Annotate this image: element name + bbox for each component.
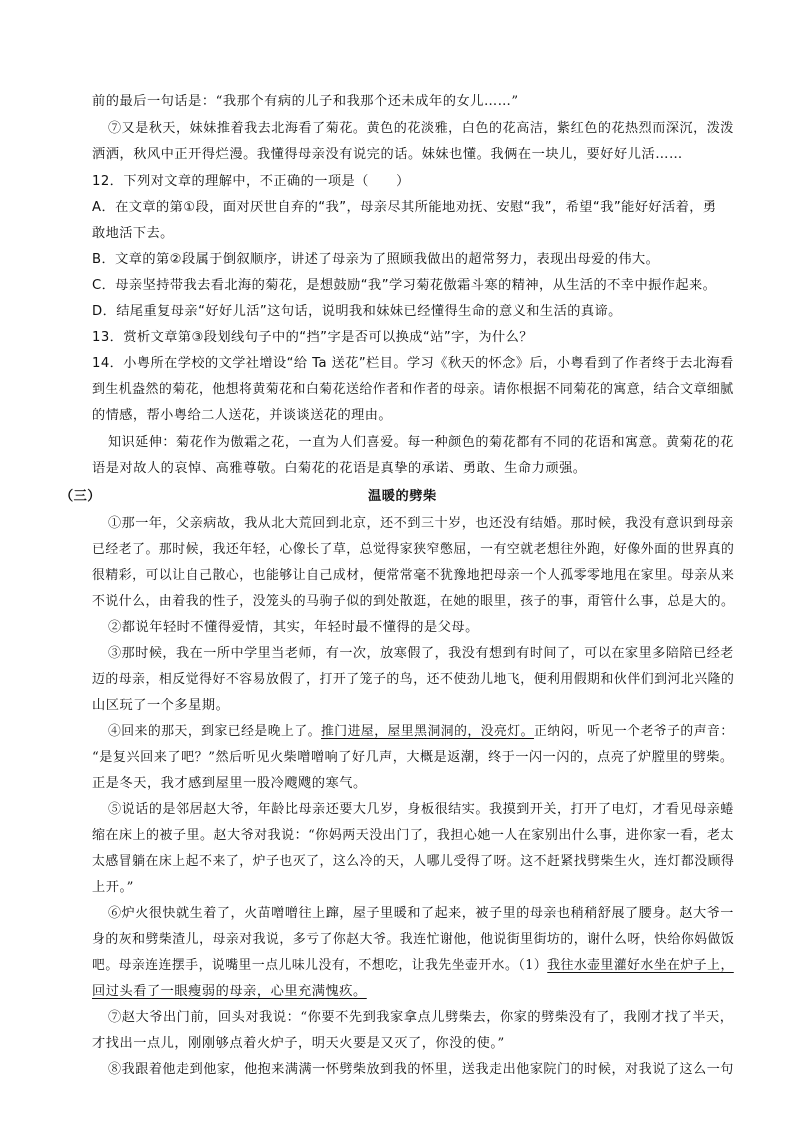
s3-p4-line1: [108, 720, 734, 739]
s3-p1-line3: 很精彩，可以让自己散心，也能够让自己成材，便常常毫不犹豫地把母亲一个人孤零零地甩在家里。母亲从来: [92, 568, 735, 583]
s3-p5-line3: 太感冒躺在床上起不来了，炉子也灭了，这么冷的天，人哪儿受得了呀。这不赶紧找劈柴生火，连灯都没顾得: [92, 854, 735, 869]
knowledge-extension-line2: 语是对故人的哀悼、高雅尊敬。白菊花的花语是真挚的承诺、勇敢、生命力顽强。: [92, 461, 587, 476]
s3-p4-underlined-sentence: 推门进屋，屋里黑洞洞的，没亮灯。: [320, 724, 534, 739]
s3-p5-line2: 缩在床上的被子里。赵大爷对我说：“你妈两天没出门了，我担心她一人在家别出什么事，进你家一看，老太: [92, 828, 734, 843]
question-12-option-c: C．母亲坚持带我去看北海的菊花，是想鼓励“我”学习菊花傲霜斗寒的精神，从生活的不幸中振作起来。: [92, 278, 717, 293]
section-label: （三）: [60, 489, 101, 504]
question-12-option-a-line1: A．在文章的第①段，面对厌世自弃的“我”，母亲尽其所能地劝抚、安慰“我”，希望“我”能好好活着，勇: [92, 200, 717, 215]
s3-p8-line1: ⑧我跟着他走到他家，他抱来满满一怀劈柴放到我的怀里，送我走出他家院门的时候，对我说了这么一句: [108, 1062, 734, 1077]
question-14-line3: 的情感，帮小粤给二人送花，并谈谈送花的理由。: [92, 408, 393, 423]
s3-p6-line4: [92, 980, 367, 999]
s3-p3-line2: 迈的母亲，相反觉得好不容易放假了，打开了笼子的鸟，还不使劲儿地飞，便利用假期和伙伴们到河北兴隆的: [92, 672, 735, 687]
passage-para7-line2: 洒洒，秋风中正开得烂漫。我懂得母亲没有说完的话。妹妹也懂。我俩在一块儿，要好好儿活……: [92, 147, 683, 162]
passage-quote-line: 前的最后一句话是：“我那个有病的儿子和我那个还未成年的女儿……”: [92, 94, 519, 109]
s3-p5-line1: ⑤说话的是邻居赵大爷，年龄比母亲还要大几岁，身板很结实。我摸到开关，打开了电灯，才看见母亲蜷: [108, 802, 734, 817]
question-12-option-b: B．文章的第②段属于倒叙顺序，讲述了母亲为了照顾我做出的超常努力，表现出母爱的伟大。: [92, 252, 660, 267]
s3-p6-underlined-sentence-part1: 我往水壶里灌好水坐在炉子上，: [547, 958, 734, 973]
question-12-option-d: D．结尾重复母亲“好好儿活”这句话，说明我和妹妹已经懂得生命的意义和生活的真谛。: [92, 304, 622, 319]
s3-p6-line1: ⑥炉火很快就生着了，火苗噌噌往上蹿，屋子里暖和了起来，被子里的母亲也稍稍舒展了腰身。赵大爷一: [108, 906, 734, 921]
question-14-line2: 到生机盎然的菊花，他想将黄菊花和白菊花送给作者和作者的母亲。请你根据不同菊花的寓意，结合文章细腻: [92, 382, 734, 397]
question-13: 13．赏析文章第③段划线句子中的“挡”字是否可以换成“站”字，为什么？: [92, 330, 533, 345]
s3-p4-line1-text-b: 正纳闷，听见一个老爷子的声音：: [533, 724, 734, 739]
s3-p6-line3: [92, 954, 734, 973]
question-14-line1: 14．小粤所在学校的文学社增设“给 Ta 送花”栏目。学习《秋天的怀念》后，小粤看到了作者终于去北海看: [92, 356, 734, 371]
section-title: 温暖的劈柴: [368, 489, 437, 504]
s3-p7-line2: 才找出一点儿，刚刚够点着火炉子，明天火要是又灭了，你没的使。”: [92, 1036, 505, 1051]
s3-p3-line3: 山区玩了一个多星期。: [92, 698, 230, 713]
s3-p2: ②都说年轻时不懂得爱情，其实，年轻时最不懂得的是父母。: [108, 620, 479, 635]
s3-p1-line1: ①那一年，父亲病故，我从北大荒回到北京，还不到三十岁，也还没有结婚。那时候，我没有意识到母亲: [108, 516, 734, 531]
knowledge-extension-line1: 知识延伸：菊花作为傲霜之花，一直为人们喜爱。每一种颜色的菊花都有不同的花语和寓意。黄菊花的花: [108, 435, 734, 450]
question-12-stem: 12．下列对文章的理解中，不正确的一项是（ ）: [92, 174, 410, 189]
s3-p6-underlined-sentence-part2: 回过头看了一眼瘦弱的母亲，心里充满愧疚。: [92, 984, 367, 999]
s3-p3-line1: ③那时候，我在一所中学里当老师，有一次，放寒假了，我没有想到有时间了，可以在家里多陪陪已经老: [108, 646, 734, 661]
s3-p1-line4: 不说什么，由着我的性子，没笼头的马驹子似的到处散逛，在她的眼里，孩子的事，甭管什么事，总是大的。: [92, 594, 735, 609]
s3-p6-line3-text: 吧。母亲连连摆手，说嘴里一点儿味儿没有，不想吃，让我先坐壶开水。（1）: [92, 958, 548, 973]
s3-p1-line2: 已经老了。那时候，我还年轻，心像长了草，总觉得家狭窄憋屈，一有空就老想往外跑，好像外面的世界真的: [92, 542, 735, 557]
s3-p4-line1-text-a: ④回来的那天，到家已经是晚上了。: [108, 724, 321, 739]
passage-para7-line1: ⑦又是秋天，妹妹推着我去北海看了菊花。黄色的花淡雅，白色的花高洁，紫红色的花热烈而深沉，泼泼: [108, 121, 734, 136]
s3-p7-line1: ⑦赵大爷出门前，回头对我说：“你要不先到我家拿点儿劈柴去，你家的劈柴没有了，我刚才找了半天，: [108, 1010, 734, 1025]
s3-p6-line2: 身的灰和劈柴渣儿，母亲对我说，多亏了你赵大爷。我连忙谢他，他说街里街坊的，谢什么呀，快给你妈做饭: [92, 932, 735, 947]
s3-p5-line4: 上开。”: [92, 880, 134, 895]
s3-p4-line2: “是复兴回来了吧？”然后听见火柴噌噌响了好几声，大概是返潮，终于一闪一闪的，点亮了炉膛里的劈柴。: [92, 750, 734, 765]
s3-p4-line3: 正是冬天，我才感到屋里一股冷飕飕的寒气。: [92, 776, 367, 791]
question-12-option-a-line2: 敢地活下去。: [92, 226, 174, 241]
